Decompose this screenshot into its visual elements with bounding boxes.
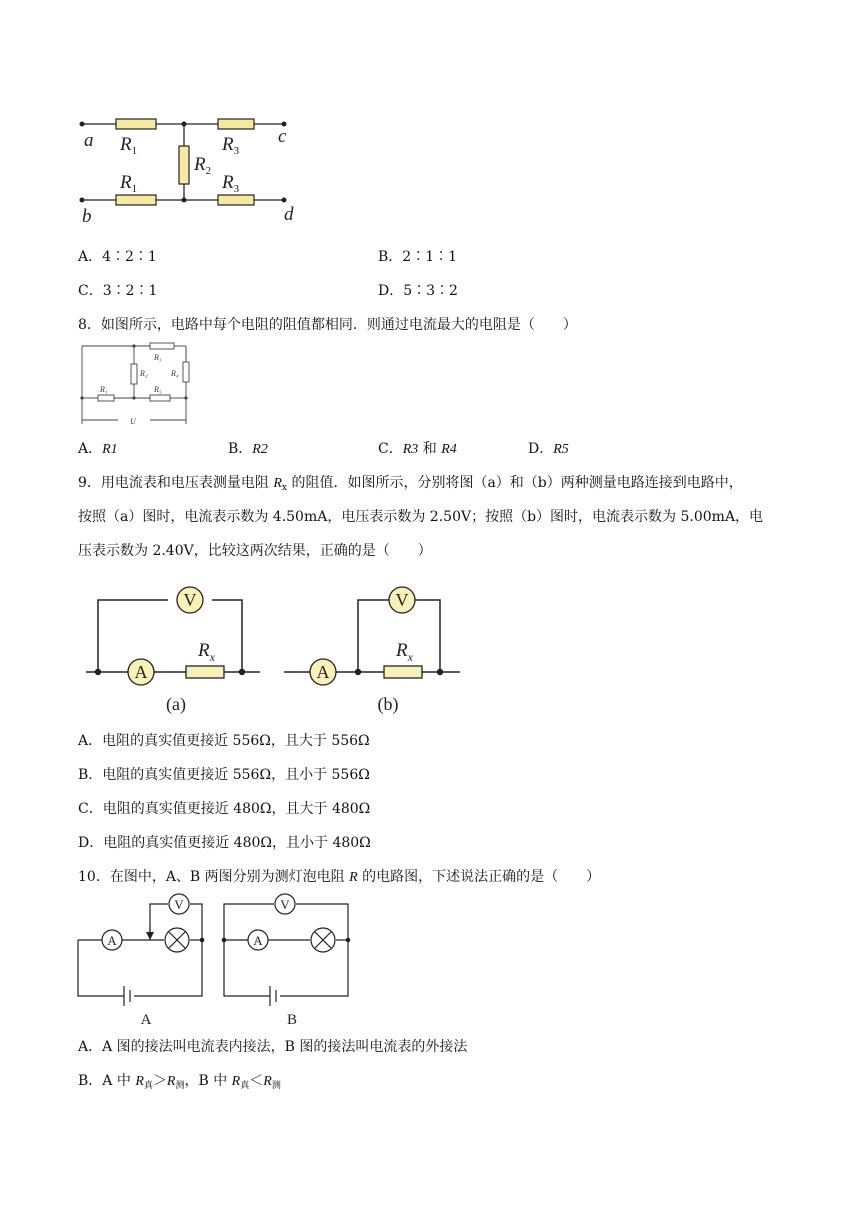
q9-option-b[interactable]: B．电阻的真实值更接近 556Ω，且小于 556Ω	[78, 767, 370, 783]
q9-option-c[interactable]: C．电阻的真实值更接近 480Ω，且大于 480Ω	[78, 801, 371, 817]
q8-label-r2: R₂	[140, 369, 148, 378]
q9-option-d[interactable]: D．电阻的真实值更接近 480Ω，且小于 480Ω	[78, 835, 371, 851]
q9b-a-label: A	[316, 662, 330, 682]
q7-option-b[interactable]: B．2∶1∶1	[378, 249, 458, 265]
q9-stem-line2: 按照（a）图时，电流表示数为 4.50mA，电压表示数为 2.50V；按照（b）图时，电流表示数为 5.00mA，电	[78, 509, 764, 525]
q7-r2	[179, 146, 189, 184]
q8-r2	[131, 364, 137, 384]
q9-circuit-figure	[84, 580, 474, 716]
q7-label-r1-top: $R_1$	[120, 134, 138, 157]
q8-option-d[interactable]: D．R5	[528, 441, 569, 457]
q8-option-b[interactable]: B．R2	[228, 441, 268, 457]
q10b-a-label: A	[253, 933, 263, 948]
q7-option-d[interactable]: D．5∶3∶2	[378, 283, 458, 299]
q7-r1-top	[116, 119, 156, 129]
q7-option-a[interactable]: A．4∶2∶1	[78, 249, 157, 265]
q9-caption-b: (b)	[377, 694, 399, 714]
q8-r5	[150, 395, 170, 401]
q8-option-c[interactable]: C．R3 和 R4	[378, 441, 457, 457]
q7-r1-bottom	[116, 195, 156, 205]
q9a-v-label: V	[183, 590, 197, 610]
q8-label-r3: R₃	[154, 353, 162, 362]
q9b-v-label: V	[395, 590, 409, 610]
q8-circuit-figure	[78, 340, 190, 430]
q8-r4	[183, 362, 189, 382]
q10-stem: 10．在图中，A、B 两图分别为测灯泡电阻 R 的电路图，下述说法正确的是（ ）	[78, 869, 601, 885]
q7-label-r1-bottom: $R_1$	[120, 172, 138, 195]
q7-r3-bottom	[218, 195, 254, 205]
q7-label-r3-top: $R_3$	[222, 134, 240, 157]
q9a-rx-label: $R_x$	[198, 640, 215, 664]
q7-node-d: d	[284, 204, 294, 225]
q9-stem-line3: 压表示数为 2.40V，比较这两次结果，正确的是（ ）	[78, 543, 432, 559]
q7-node-b: b	[82, 206, 92, 227]
q10-option-b[interactable]: B．A 中 $R_真>R_测$，B 中 $R_真<R_测$	[78, 1073, 281, 1091]
q8-label-r4: R₄	[171, 369, 179, 378]
q10-caption-b: B	[286, 1012, 298, 1028]
q10a-v-label: V	[174, 897, 184, 912]
q7-option-c[interactable]: C．3∶2∶1	[78, 283, 158, 299]
q9a-resistor	[186, 666, 224, 678]
q9-caption-a: (a)	[166, 694, 186, 714]
q8-r3	[150, 343, 174, 349]
q8-label-r5: R₅	[154, 385, 162, 394]
q9b-rx-label: $R_x$	[396, 640, 413, 664]
q8-r1	[98, 395, 114, 401]
q10b-v-label: V	[280, 897, 290, 912]
q7-r3-top	[218, 119, 254, 129]
q10-option-a[interactable]: A．A 图的接法叫电流表内接法，B 图的接法叫电流表的外接法	[78, 1039, 468, 1055]
q8-label-r1: R₁	[100, 385, 108, 394]
q8-label-u: U	[130, 417, 136, 426]
q7-label-r3-bottom: $R_3$	[222, 172, 240, 195]
q8-stem: 8．如图所示，电路中每个电阻的阻值都相同．则通过电流最大的电阻是（ ）	[78, 317, 577, 333]
q7-circuit-figure	[70, 108, 320, 228]
q7-node-c: c	[278, 126, 287, 147]
q9-option-a[interactable]: A．电阻的真实值更接近 556Ω，且大于 556Ω	[78, 733, 370, 749]
q7-node-a: a	[84, 130, 94, 151]
q9b-resistor	[384, 666, 422, 678]
q9a-a-label: A	[134, 662, 148, 682]
q7-label-r2: $R_2$	[194, 154, 212, 177]
q10a-a-label: A	[107, 933, 117, 948]
q9-stem-line1: 9．用电流表和电压表测量电阻 $R_x$ 的阻值．如图所示，分别将图（a）和（b）两种测量电路连接到电路中，	[78, 475, 743, 493]
q10-circuit-figure	[72, 892, 362, 1032]
q8-option-a[interactable]: A．R1	[78, 441, 118, 457]
q10-caption-a: A	[140, 1012, 152, 1028]
